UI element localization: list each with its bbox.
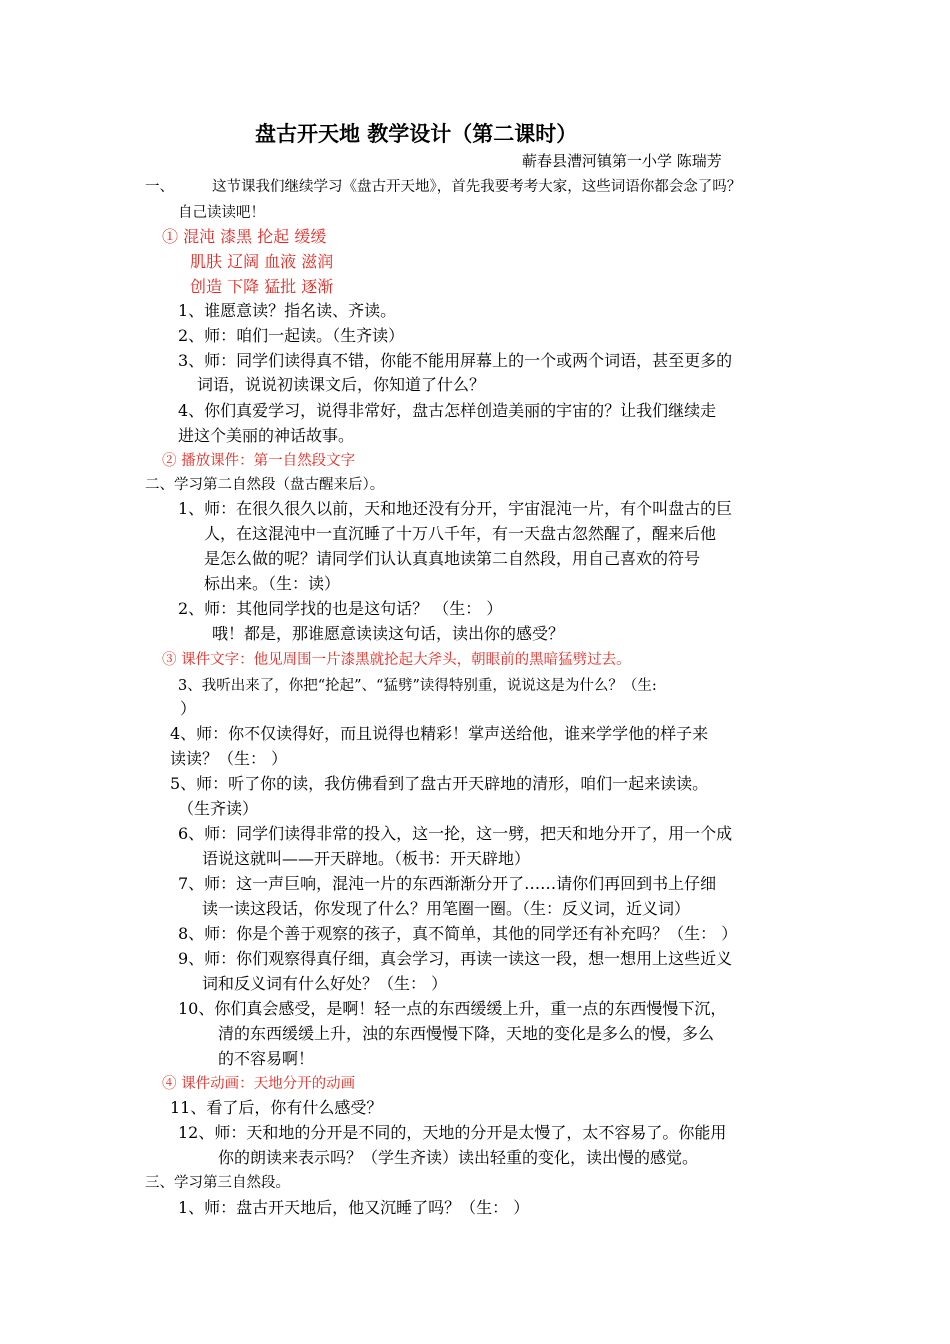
section-3-heading: 三、学习第三自然段。 bbox=[145, 1175, 290, 1191]
paragraph-item: 读读？（生： ） bbox=[170, 749, 288, 768]
paragraph-item: 标出来。（生：读） bbox=[204, 574, 341, 593]
paragraph-item: 清的东西缓缓上升，浊的东西慢慢下降，天地的变化是多么的慢，多么 bbox=[218, 1024, 715, 1043]
paragraph-item: 你的朗读来表示吗？（学生齐读）读出轻重的变化，读出慢的感觉。 bbox=[218, 1148, 699, 1167]
paragraph-item: 4、师：你不仅读得好，而且说得也精彩！掌声送给他，谁来学学他的样子来 bbox=[170, 724, 709, 743]
paragraph-item: 1、师：盘古开天地后，他又沉睡了吗？（生： ） bbox=[178, 1198, 530, 1217]
paragraph-item: 6、师：同学们读得非常的投入，这一抡，这一劈，把天和地分开了，用一个成 bbox=[178, 824, 733, 843]
paragraph-item: 2、师：其他同学找的也是这句话？ （生： ） bbox=[178, 599, 503, 618]
paragraph-item: （生齐读） bbox=[178, 799, 259, 818]
courseware-note-2: ② 播放课件：第一自然段文字 bbox=[162, 453, 356, 469]
page-title: 盘古开天地 教学设计（第二课时） bbox=[255, 121, 578, 146]
paragraph-item: 4、你们真爱学习，说得非常好，盘古怎样创造美丽的宇宙的？让我们继续走 bbox=[178, 401, 717, 420]
section-1-intro: 这节课我们继续学习《盘古开天地》，首先我要考考大家，这些词语你都会念了吗？ bbox=[212, 179, 742, 195]
paragraph-item: 8、师：你是个善于观察的孩子，真不简单，其他的同学还有补充吗？（生： ） bbox=[178, 924, 738, 943]
paragraph-item: 是怎么做的呢？请同学们认认真真地读第二自然段，用自己喜欢的符号 bbox=[204, 549, 701, 568]
paragraph-item: 词语，说说初读课文后，你知道了什么？ bbox=[197, 375, 486, 394]
paragraph-item: 哦！都是，那谁愿意读读这句话，读出你的感受？ bbox=[212, 624, 565, 643]
paragraph-item: 1、谁愿意读？指名读、齐读。 bbox=[178, 301, 397, 320]
author-line: 蕲春县漕河镇第一小学 陈瑞芳 bbox=[522, 152, 722, 170]
paragraph-item: 语说这就叫——开天辟地。（板书：开天辟地） bbox=[202, 849, 531, 868]
word-list-row-1: ① 混沌 漆黑 抡起 缓缓 bbox=[162, 227, 327, 246]
paragraph-item: ） bbox=[180, 699, 197, 718]
paragraph-item: 10、你们真会感受，是啊！轻一点的东西缓缓上升，重一点的东西慢慢下沉， bbox=[178, 999, 727, 1018]
paragraph-item: 7、师：这一声巨响，混沌一片的东西渐渐分开了……请你们再回到书上仔细 bbox=[178, 874, 717, 893]
word-list-row-2: 肌肤 辽阔 血液 滋润 bbox=[190, 252, 334, 271]
paragraph-item: 1、师：在很久很久以前，天和地还没有分开，宇宙混沌一片，有个叫盘古的巨 bbox=[178, 499, 733, 518]
paragraph-item: 3、师：同学们读得真不错，你能不能用屏幕上的一个或两个词语，甚至更多的 bbox=[178, 351, 733, 370]
paragraph-item: 3、我听出来了，你把“抡起”、“猛劈”读得特别重，说说这是为什么？（生: bbox=[178, 678, 657, 694]
paragraph-item: 5、师：听了你的读，我仿佛看到了盘古开天辟地的清形，咱们一起来读读。 bbox=[170, 774, 709, 793]
paragraph-item: 人，在这混沌中一直沉睡了十万八千年，有一天盘古忽然醒了，醒来后他 bbox=[204, 524, 717, 543]
courseware-note-4: ④ 课件动画：天地分开的动画 bbox=[162, 1076, 356, 1092]
paragraph-item: 9、师：你们观察得真仔细，真会学习，再读一读这一段，想一想用上这些近义 bbox=[178, 949, 733, 968]
paragraph-item: 的不容易啊！ bbox=[218, 1049, 315, 1068]
paragraph-item: 12、师：天和地的分开是不同的，天地的分开是太慢了，太不容易了。你能用 bbox=[178, 1123, 727, 1142]
paragraph-item: 读一读这段话，你发现了什么？用笔圈一圈。（生：反义词，近义词） bbox=[202, 899, 691, 918]
section-1-intro-cont: 自己读读吧！ bbox=[178, 205, 265, 221]
courseware-note-3: ③ 课件文字：他见周围一片漆黑就抡起大斧头，朝眼前的黑暗猛劈过去。 bbox=[162, 652, 631, 668]
paragraph-item: 2、师：咱们一起读。（生齐读） bbox=[178, 326, 405, 345]
paragraph-item: 词和反义词有什么好处？（生： ） bbox=[202, 974, 448, 993]
section-2-heading: 二、学习第二自然段（盘古醒来后）。 bbox=[145, 477, 385, 493]
section-1-number: 一、 bbox=[145, 179, 174, 195]
paragraph-item: 进这个美丽的神话故事。 bbox=[178, 426, 355, 445]
paragraph-item: 11、看了后，你有什么感受？ bbox=[170, 1098, 383, 1117]
word-list-row-3: 创造 下降 猛批 逐渐 bbox=[190, 277, 334, 296]
